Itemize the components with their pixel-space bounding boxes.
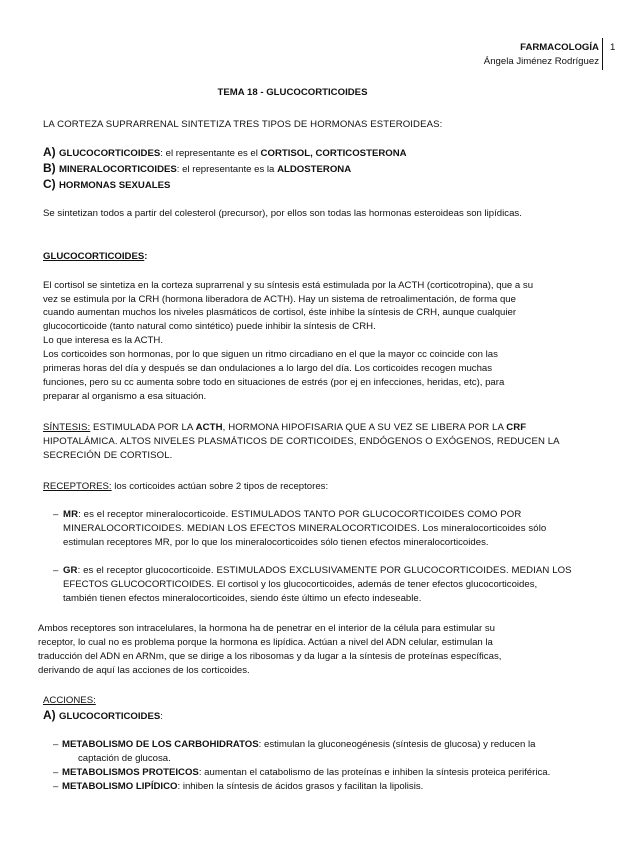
sintesis-line: SÍNTESIS: ESTIMULADA POR LA ACTH, HORMONA HIPOFISARIA QUE A SU VEZ SE LIBERA POR LA CRF [43,422,527,433]
effect-line: METABOLISMO LIPÍDICO: inhiben la síntesis de ácidos grasos y facilitan la lipolisis. [62,781,424,792]
ambos-line: receptor, lo cual no es problema porque la hormona es lipídica. Actúan a nivel del ADN celular, estimulan la [38,637,493,648]
effect-label: METABOLISMO LIPÍDICO [62,781,178,792]
synthesis-text: Se sintetizan todos a partir del colesterol (precursor), por ellos son todas las hormonas esteroideas son lipídicas. [43,208,522,219]
effect-label: METABOLISMOS PROTEICOS [62,767,199,778]
section-heading-glucocorticoides: GLUCOCORTICOIDES: [43,251,148,262]
ambos-line: derivando de aquí las acciones de los corticoides. [38,665,250,676]
effect-line: METABOLISMO DE LOS CARBOHIDRATOS: estimulan la gluconeogénesis (síntesis de glucosa) y reducen la [62,739,536,750]
bullet-dash: – [53,739,59,750]
type-letter: B) [43,161,56,175]
gluco-para-line: Los corticoides son hormonas, por lo que siguen un ritmo circadiano en el que la mayor cc coincide con las [43,349,498,360]
gluco-para-line: Lo que interesa es la ACTH. [43,335,163,346]
ambos-line: traducción del ADN en ARNm, que se dirige a los ribosomas y da lugar a la síntesis de proteínas específicas, [38,651,502,662]
acciones-heading: ACCIONES: [43,695,96,706]
page-title: TEMA 18 - GLUCOCORTICOIDES [217,87,368,98]
gluco-para-line: funciones, pero su cc aumenta sobre todo en situaciones de estrés (por ej en infecciones, heridas, etc), para [43,377,505,388]
intro-text: LA CORTEZA SUPRARRENAL SINTETIZA TRES TIPOS DE HORMONAS ESTEROIDEAS: [43,119,443,130]
sintesis-label: SÍNTESIS: [43,422,91,433]
type-item-c: C) HORMONAS SEXUALES [43,177,171,191]
gr-label: GR [63,565,78,576]
bullet-dash: – [53,509,59,520]
header-divider [602,38,603,70]
gluco-para-line: cuando aumentan muchos los niveles plasmáticos de cortisol, éste inhibe la síntesis de CRH, aunque cualquier [43,307,517,318]
bullet-dash: – [53,565,59,576]
sintesis-line: SECRECIÓN DE CORTISOL. [43,450,173,461]
mr-line: MR: es el receptor mineralocorticoide. ESTIMULADOS TANTO POR GLUCOCORTICOIDES COMO POR [63,509,522,520]
ambos-line: Ambos receptores son intracelulares, la hormona ha de penetrar en el interior de la célula para estimular su [38,623,496,634]
gr-line: también tienen efectos mineralocorticoides, siendo éste último un efecto indeseable. [63,593,422,604]
gluco-para-line: El cortisol se sintetiza en la corteza suprarrenal y su síntesis está estimulada por la ACTH (corticotropina), que a su [43,280,534,291]
mr-label: MR [63,509,79,520]
gluco-para-line: preparar al organismo a esa situación. [43,391,207,402]
bullet-dash: – [53,767,59,778]
effect-line-cont: captación de glucosa. [78,753,171,764]
acciones-letter: A) [43,708,56,722]
type-letter: C) [43,177,56,191]
type-item-a: A) GLUCOCORTICOIDES: el representante es el CORTISOL, CORTICOSTERONA [43,145,407,159]
acciones-sub: A) GLUCOCORTICOIDES: [43,708,163,722]
page-number: 1 [610,42,616,53]
effect-line: METABOLISMOS PROTEICOS: aumentan el catabolismo de las proteínas e inhiben la síntesis proteica periférica. [62,767,551,778]
gr-line: EFECTOS GLUCOCORTICOIDES. El cortisol y los glucocorticoides, además de tener efectos glucocorticoides, [63,579,538,590]
gr-line: GR: es el receptor glucocorticoide. ESTIMULADOS EXCLUSIVAMENTE POR GLUCOCORTICOIDES. MEDIAN LOS [63,565,572,576]
effect-label: METABOLISMO DE LOS CARBOHIDRATOS [62,739,259,750]
type-item-b: B) MINERALOCORTICOIDES: el representante es la ALDOSTERONA [43,161,352,175]
bullet-dash: – [53,781,59,792]
receptores-label: RECEPTORES: [43,481,112,492]
header-subject: FARMACOLOGÍA [520,42,599,53]
receptores-line: RECEPTORES: los corticoides actúan sobre 2 tipos de receptores: [43,481,329,492]
gluco-para-line: primeras horas del día y después se dan ondulaciones a lo largo del día. Los corticoides recogen muchas [43,363,493,374]
gluco-para-line: glucocorticoide (tanto natural como sintético) puede inhibir la síntesis de CRH. [43,321,376,332]
type-letter: A) [43,145,56,159]
mr-line: MINERALOCORTICOIDES. MEDIAN LOS EFECTOS MINERALOCORTICOIDES. Los mineralocorticoides sólo [63,523,547,534]
mr-line: estimulan receptores MR, por lo que los mineralocorticoides sólo tienen efectos mineralocorticoides. [63,537,489,548]
gluco-para-line: vez se estimula por la CRH (hormona liberadora de ACTH). Hay un sistema de retroalimentación, de forma que [43,294,516,305]
header-author: Ángela Jiménez Rodríguez [483,56,599,67]
sintesis-line: HIPOTALÁMICA. ALTOS NIVELES PLASMÁTICOS DE CORTICOIDES, ENDÓGENOS O EXÓGENOS, REDUCEN LA [43,436,560,447]
